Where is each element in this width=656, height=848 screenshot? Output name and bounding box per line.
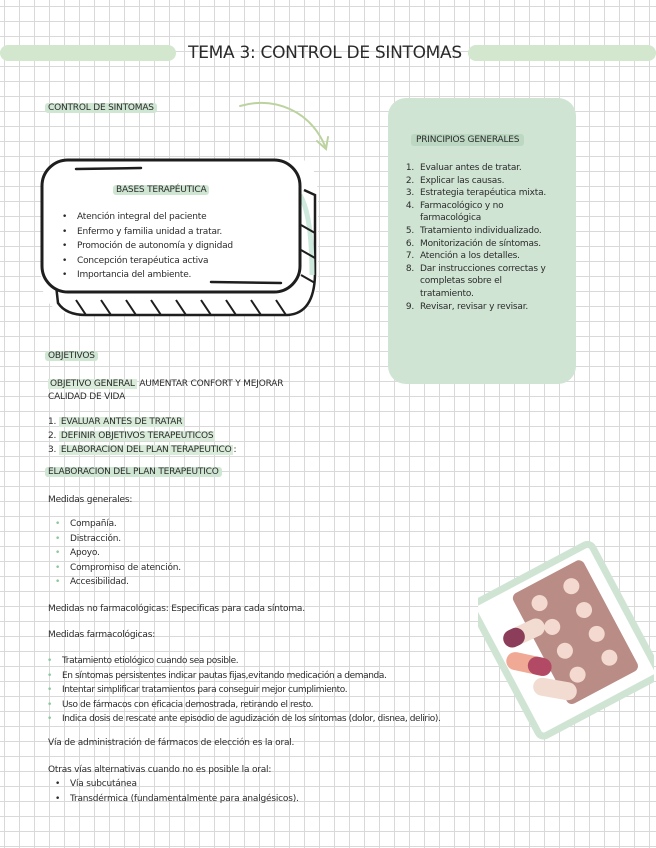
- no-farma-text: Especificas para cada síntoma.: [171, 604, 305, 614]
- farma-list: [40, 654, 510, 727]
- list-item: • Distracción.: [48, 532, 268, 547]
- list-item: 1. Evaluar antes de tratar.: [405, 163, 522, 173]
- objetivo-general-label: OBJETIVO GENERAL: [50, 379, 135, 389]
- section-heading: CONTROL DE SINTOMAS: [45, 103, 157, 113]
- list-item: • Concepción terapéutica activa: [55, 254, 295, 269]
- page-title: TEMA 3: CONTROL DE SINTOMAS: [188, 43, 462, 63]
- list-item: • Importancia del ambiente.: [55, 268, 295, 283]
- list-item: • Transdérmica (fundamentalmente para analgésicos).: [48, 792, 348, 807]
- list-item: 7. Atención a los detalles.: [405, 251, 520, 262]
- list-item: 3. ELABORACION DEL PLAN TERAPEUTICO :: [48, 445, 237, 455]
- title-decoration-left: [0, 45, 176, 61]
- objetivos-heading: OBJETIVOS: [45, 351, 98, 361]
- list-item: 8. Dar instrucciones correctas y completas sobre el tratamiento.: [405, 263, 546, 299]
- list-item: • Enfermo y familia unidad a tratar.: [55, 225, 295, 240]
- generales-list: [48, 517, 268, 590]
- list-item: 9. Revisar, revisar y revisar.: [405, 301, 529, 312]
- farma-label: Medidas farmacológicas:: [48, 630, 156, 640]
- list-item: • Atención integral del paciente: [55, 210, 295, 225]
- title-decoration-right: [468, 45, 656, 61]
- principios-list: [398, 162, 558, 313]
- list-item: • Tratamiento etiológico cuando sea posible.: [40, 654, 510, 669]
- list-item: • Vía subcutánea: [48, 777, 348, 792]
- list-item: • Accesibilidad.: [48, 575, 268, 590]
- objetivo-general-line1: AUMENTAR CONFORT Y MEJORAR: [139, 379, 284, 389]
- list-item: • Compromiso de atención.: [48, 561, 268, 576]
- list-item: • Intentar simplificar tratamientos para conseguir mejor cumplimiento.: [40, 683, 510, 698]
- list-item: • Promoción de autonomía y dignidad: [55, 239, 295, 254]
- list-item: • En síntomas persistentes indicar pautas fijas,evitando medicación a demanda.: [40, 669, 510, 684]
- otras-list: [48, 777, 348, 806]
- principios-heading: PRINCIPIOS GENERALES: [411, 134, 524, 146]
- list-item: • Uso de fármacos con eficacia demostrada, retirando el resto.: [40, 698, 510, 713]
- list-item: 2. Explicar las causas.: [405, 175, 505, 186]
- objetivo-general-line2: CALIDAD DE VIDA: [48, 391, 126, 402]
- list-item: 6. Monitorización de síntomas.: [405, 238, 541, 249]
- list-item: 1. EVALUAR ANTES DE TRATAR: [48, 417, 183, 427]
- generales-label: Medidas generales:: [48, 495, 133, 505]
- no-farma-label: Medidas no farmacológicas:: [48, 604, 169, 614]
- list-item: • Apoyo.: [48, 546, 268, 561]
- no-farma-line: [48, 604, 305, 614]
- bases-heading: BASES TERAPÉUTICA: [113, 185, 209, 195]
- plan-heading: ELABORACION DEL PLAN TERAPEUTICO: [45, 467, 222, 477]
- list-item: 2. DEFINIR OBJETIVOS TERAPEUTICOS: [48, 431, 214, 441]
- list-item: • Indica dosis de rescate ante episodio de agudización de los síntomas (dolor, disnea, delirio).: [40, 712, 510, 727]
- list-item: 3. Estrategia terapéutica mixta.: [405, 188, 547, 199]
- otras-label: Otras vías alternativas cuando no es posible la oral:: [48, 765, 272, 775]
- list-item: • Compañía.: [48, 517, 268, 532]
- bases-list: [55, 210, 295, 283]
- objetivos-steps: [48, 415, 236, 457]
- pills-illustration: [478, 540, 654, 740]
- arrow-icon: [235, 96, 335, 156]
- objetivo-general: [48, 378, 348, 403]
- list-item: 5. Tratamiento individualizado.: [405, 225, 542, 236]
- list-item: 4. Farmacológico y no farmacológica: [405, 200, 504, 224]
- via-text: Vía de administración de fármacos de elección es la oral.: [48, 738, 295, 748]
